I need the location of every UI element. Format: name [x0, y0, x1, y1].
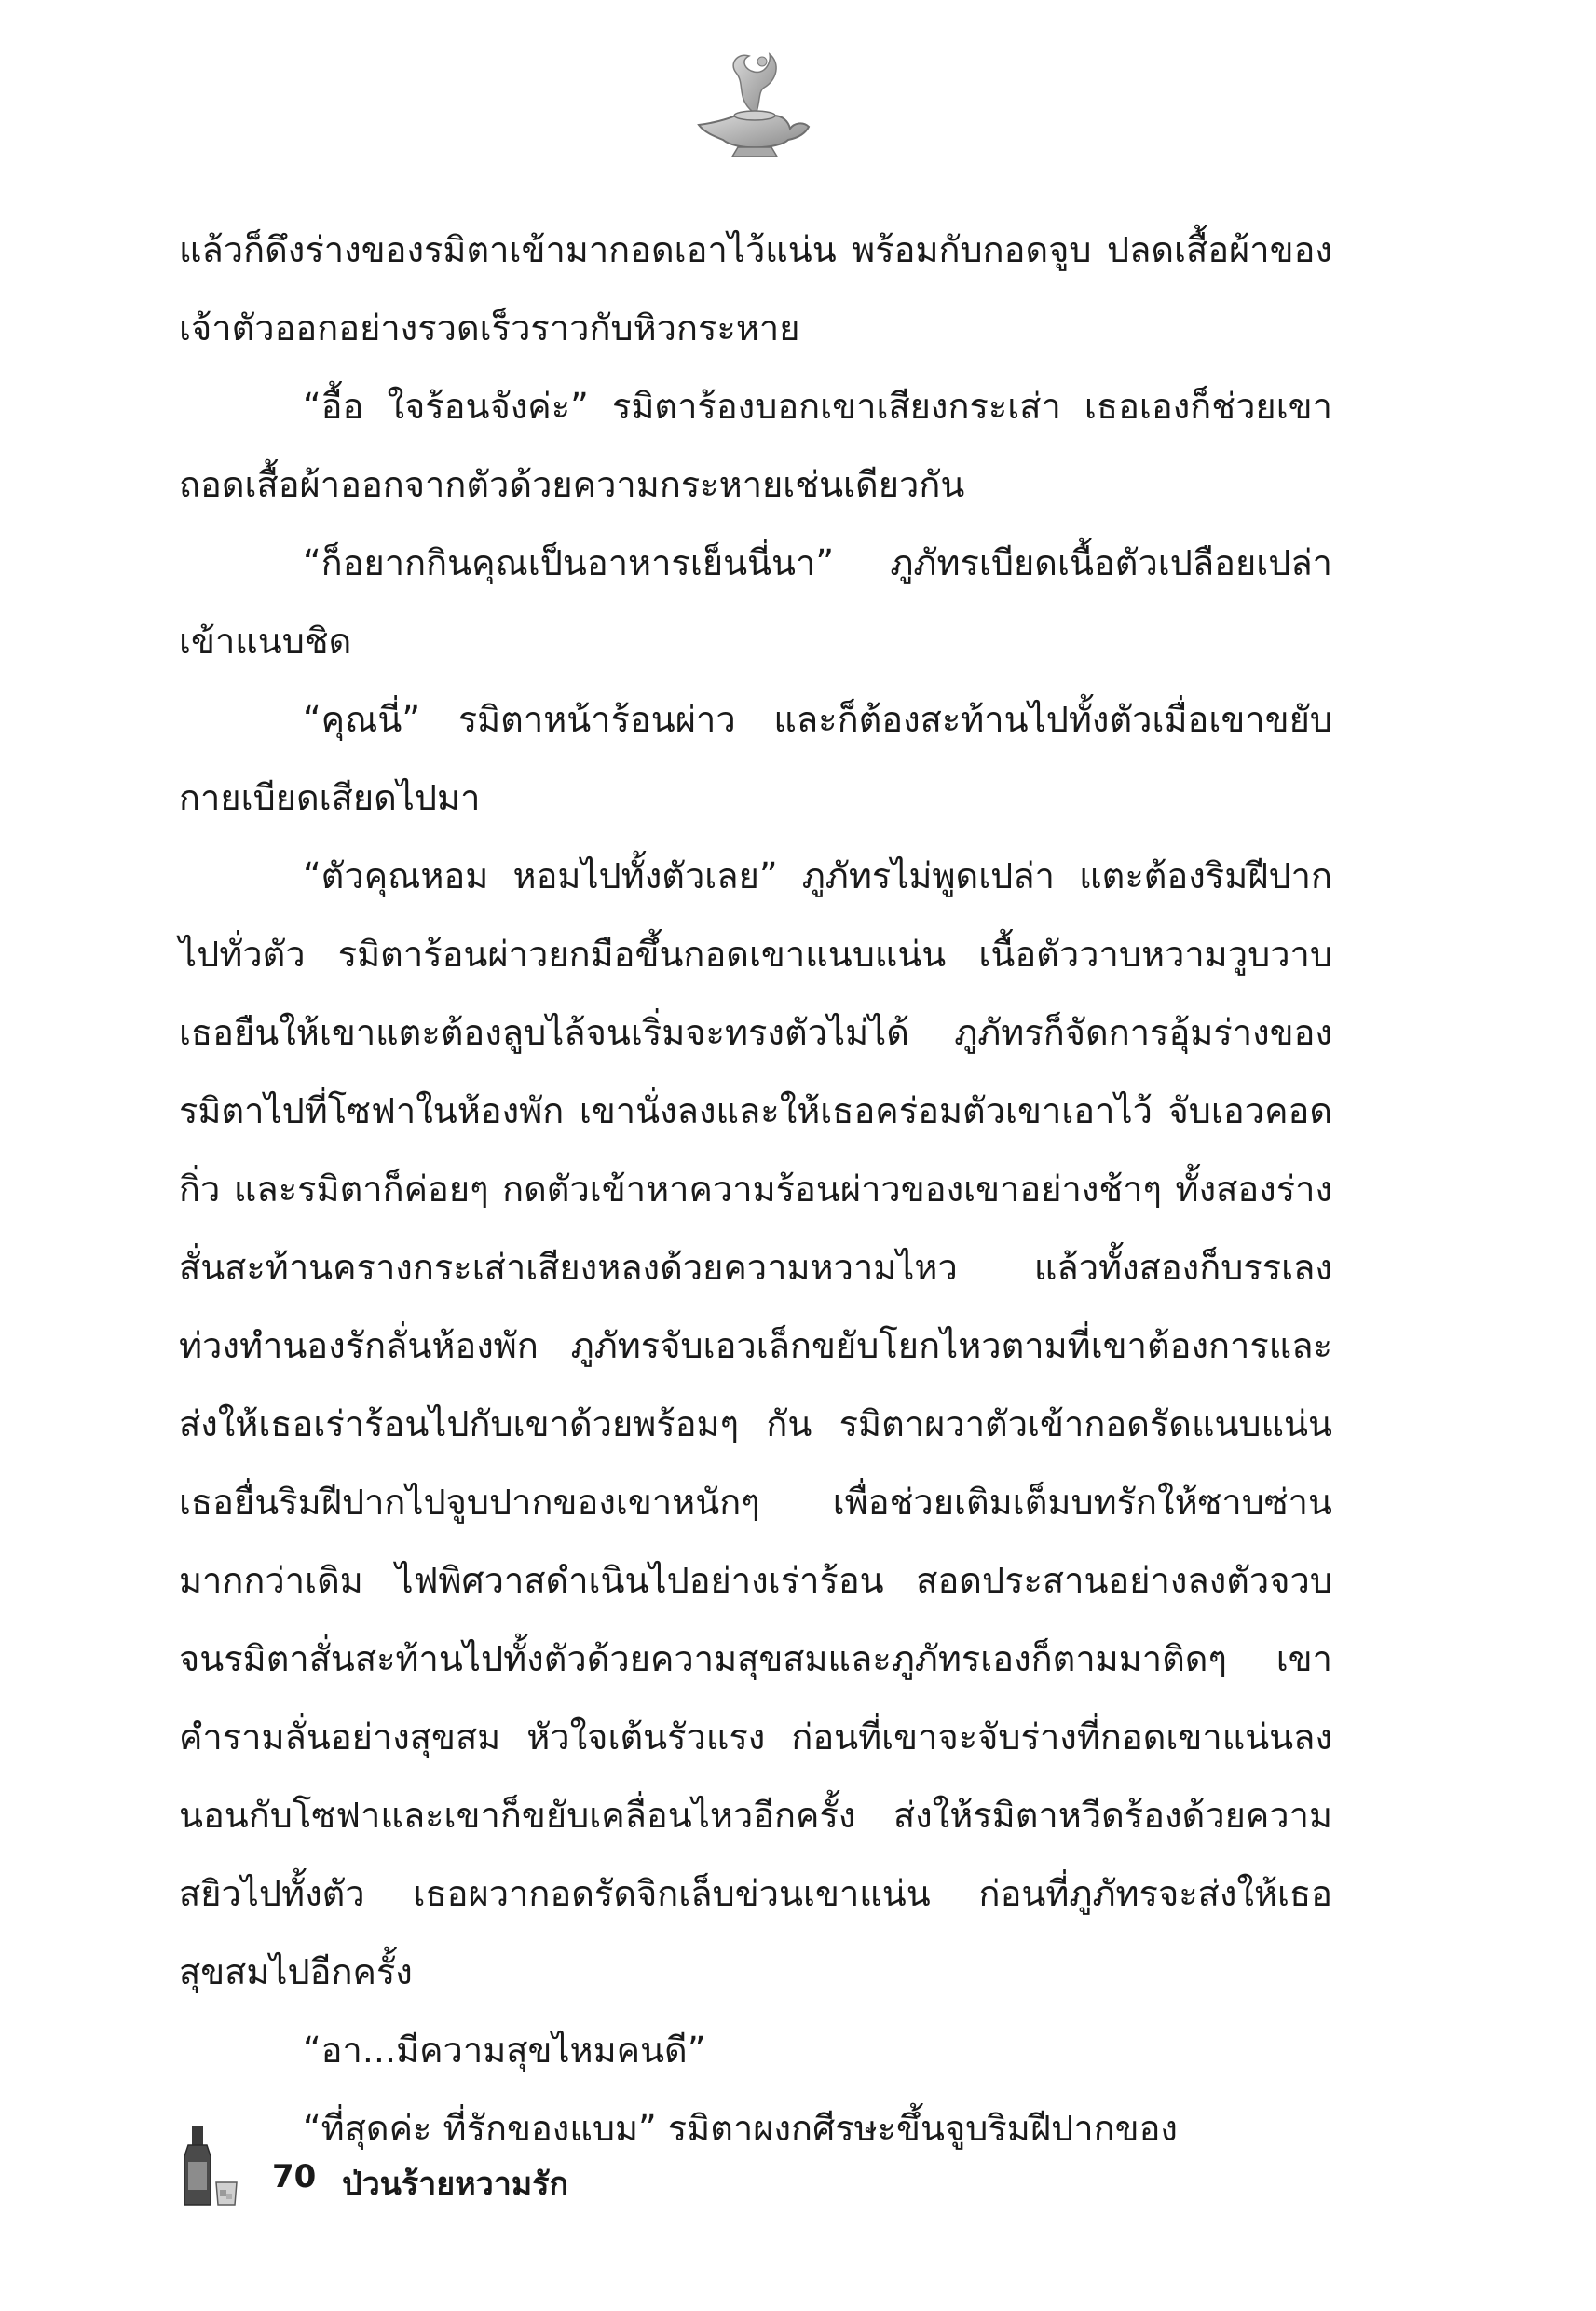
liquor-bottle-icon: [179, 2125, 244, 2208]
body-text: [179, 211, 1332, 2167]
page-footer: [179, 2125, 831, 2208]
paragraph: “อา...มีความสุขไหมคนดี”: [303, 2030, 706, 2071]
genie-lamp-icon: [680, 47, 820, 168]
paragraph: “ที่สุดค่ะ ที่รักของแบม” รมิตาผงกศีรษะขึ้นจูบริมฝีปากของ: [303, 2108, 1178, 2149]
paragraph: แล้วก็ดึงร่างของรมิตาเข้ามากอดเอาไว้แน่น พร้อมกับกอดจูบ ปลดเสื้อผ้าของเจ้าตัวออกอย่างรวดเร็วราวกับหิวกระหาย: [179, 229, 1332, 349]
paragraph: “คุณนี่” รมิตาหน้าร้อนผ่าว และก็ต้องสะท้านไปทั้งตัวเมื่อเขาขยับกายเบียดเสียดไปมา: [179, 699, 1332, 818]
book-title: ป่วนร้ายหวามรัก: [342, 2166, 569, 2203]
paragraph: “ตัวคุณหอม หอมไปทั้งตัวเลย” ภูภัทรไม่พูดเปล่า แตะต้องริมฝีปากไปทั่วตัว รมิตาร้อนผ่าวยกมือขึ้นกอดเขาแนบแน่น เนื้อตัววาบหวามวูบวาบ เธอยืนให้เขาแตะต้องลูบไล้จนเริ่มจะทรงตัวไม่ได้ ภูภัทรก็จัดการอุ้มร่างของรมิตาไปที่โซฟาในห้องพัก เขานั่งลงและให้เธอคร่อมตัวเขาเอาไว้ จับเอวคอดกิ่ว และรมิตาก็ค่อยๆ กดตัวเข้าหาความร้อนผ่าวของเขาอย่างช้าๆ ทั้งสองร่างสั่นสะท้านครางกระเส่าเสียงหลงด้วยความหวามไหว แล้วทั้งสองก็บรรเลงท่วงทำนองรักลั่นห้องพัก ภูภัทรจับเอวเล็กขยับโยกไหวตามที่เขาต้องการและส่งให้เธอเร่าร้อนไปกับเขาด้วยพร้อมๆ กัน รมิตาผวาตัวเข้ากอดรัดแนบแน่น เธอยื่นริมฝีปากไปจูบปากของเขาหนักๆ เพื่อช่วยเติมเต็มบทรักให้ซาบซ่านมากกว่าเดิม ไฟพิศวาสดำเนินไปอย่างเร่าร้อน สอดประสานอย่างลงตัวจวบจนรมิตาสั่นสะท้านไปทั้งตัวด้วยความสุขสมและภูภัทรเองก็ตามมาติดๆ เขาคำรามลั่นอย่างสุขสม หัวใจเต้นรัวแรง ก่อนที่เขาจะจับร่างที่กอดเขาแน่นลงนอนกับโซฟาและเขาก็ขยับเคลื่อนไหวอีกครั้ง ส่งให้รมิตาหวีดร้องด้วยความสยิวไปทั้งตัว เธอผวากอดรัดจิกเล็บข่วนเขาแน่น ก่อนที่ภูภัทรจะส่งให้เธอสุขสมไปอีกครั้ง: [179, 855, 1332, 1992]
page-number: 70: [272, 2158, 317, 2195]
paragraph: “ก็อยากกินคุณเป็นอาหารเย็นนี่นา” ภูภัทรเบียดเนื้อตัวเปลือยเปล่าเข้าแนบชิด: [179, 542, 1332, 662]
paragraph: “อื้อ ใจร้อนจังค่ะ” รมิตาร้องบอกเขาเสียงกระเส่า เธอเองก็ช่วยเขาถอดเสื้อผ้าออกจากตัวด้วยความกระหายเช่นเดียวกัน: [179, 386, 1332, 505]
